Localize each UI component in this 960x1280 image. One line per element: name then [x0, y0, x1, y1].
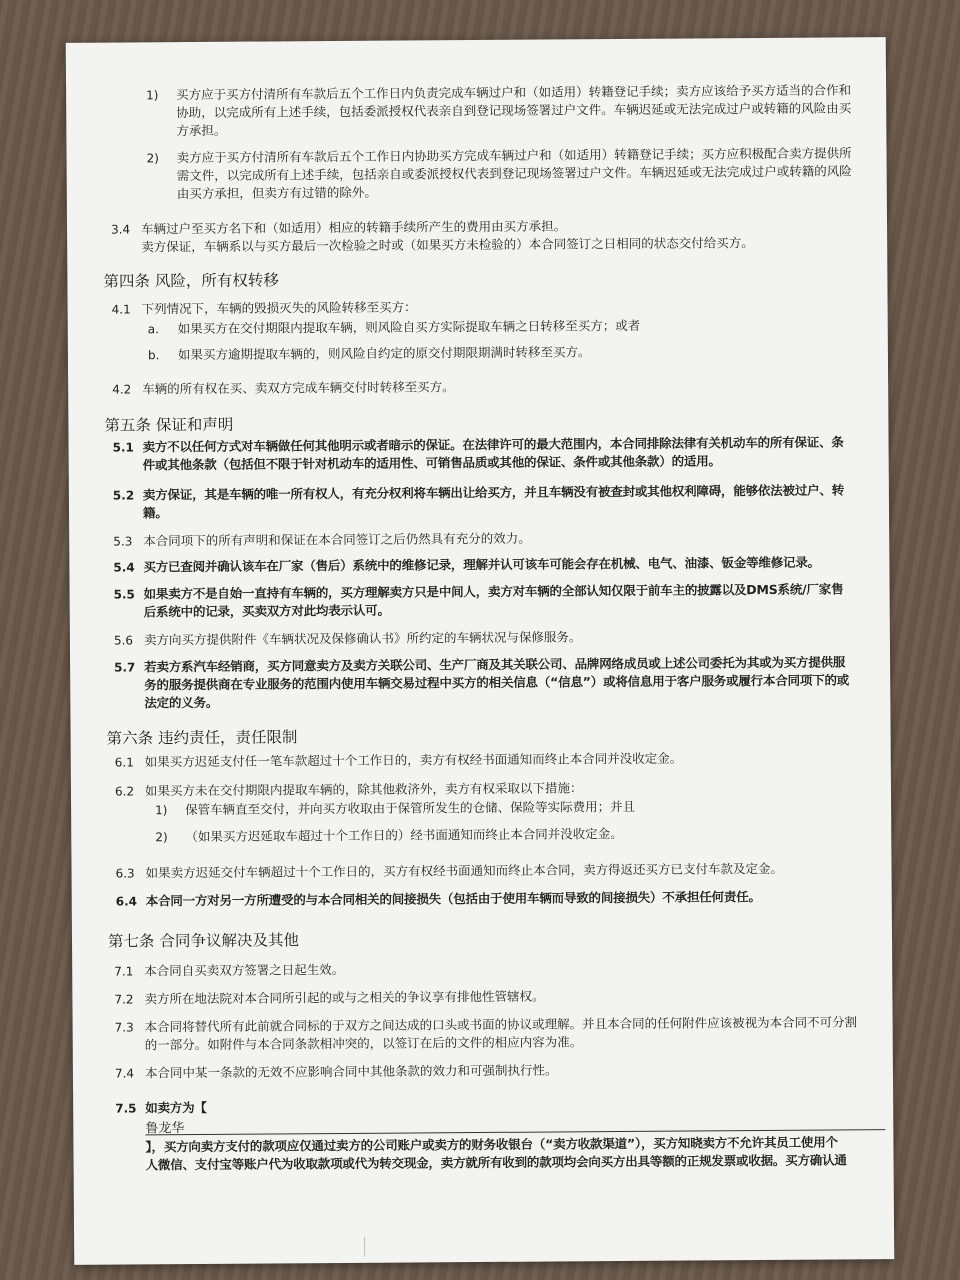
clause-text-line: 法定的义务。 [144, 694, 219, 711]
clause-number: 1) [155, 803, 168, 818]
clause-text-line: 本合同中某一条款的无效不应影响合同中其他条款的效力和可强制执行性。 [144, 1062, 558, 1081]
clause-text-line: 后系统中的记录，买卖双方对此均表示认可。 [143, 602, 390, 620]
clause-number: 7.1 [114, 964, 134, 979]
clause-number: 4.1 [111, 302, 131, 317]
clause-text-line: 籍。 [142, 505, 168, 521]
clause-number: 6.1 [114, 755, 134, 770]
section-heading: 第七条 合同争议解决及其他 [107, 931, 300, 951]
clause-number: 3.4 [110, 222, 131, 237]
clause-number: b. [147, 348, 160, 363]
clause-text-line: 本合同一方对另一方所遭受的与本合同相关的间接损失（包括由于使用车辆而导致的间接损失）不承担任何责任。 [145, 889, 761, 909]
clause-text-line: 如果买方在交付期限内提取车辆，则风险自买方实际提取车辆之日转移至买方；或者 [177, 317, 641, 337]
clause-text-line: 件或其他条款（包括但不限于针对机动车的适用性、可销售品质或其他的保证、条件或其他条款）的适用。 [142, 453, 721, 473]
seller-name-handwritten: 鲁龙华 [145, 1121, 185, 1137]
clause-text-line: 卖方所在地法院对本合同所引起的或与之相关的争议享有排他性管辖权。 [144, 988, 545, 1007]
clause-text-line: 买方应于买方付清所有车款后五个工作日内负责完成车辆过户和（如适用）转籍登记手续；卖方应该给予买方适当的合作和 [176, 82, 852, 103]
clause-number: 5.6 [113, 633, 134, 648]
clause-text-line: 】，买方向卖方支付的款项应仅通过卖方的公司账户或卖方的财务收银台（“卖方收款渠道”），买方知晓卖方不允许其员工使用个 [145, 1134, 838, 1155]
clause-text-line: 的一部分。如附件与本合同条款相冲突的，以签订在后的文件的相应内容为准。 [144, 1034, 583, 1053]
clause-text-line: 保管车辆直至交付，并向买方收取由于保管所发生的仓储、保险等实际费用；并且 [185, 798, 636, 818]
clause-number: 7.5 [115, 1101, 137, 1116]
contract-page [66, 37, 895, 1265]
clause-text-line: 如果买方迟延支付任一笔车款超过十个工作日的，卖方有权经书面通知而终止本合同并没收定金。 [144, 750, 683, 770]
section-heading: 第五条 保证和声明 [104, 415, 234, 435]
clause-text-line: 如果卖方不是自始一直持有车辆的，买方理解卖方只是中间人，卖方对车辆的全部认知仅限于前车主的披露以及DMS系统/厂家售 [143, 581, 844, 602]
clause-text-line: 卖方不以任何方式对车辆做任何其他明示或者暗示的保证。在法律许可的最大范围内，本合同排除法律有关机动车的所有保证、条 [142, 434, 844, 455]
clause-text-line: 需文件，以完成所有上述手续，包括亲自或委派授权代表到登记现场签署过户文件。车辆迟延或无法完成过户或转籍的风险 [176, 163, 852, 184]
clause-text-line: 如卖方为【 [145, 1099, 207, 1116]
clause-number: 6.4 [115, 894, 138, 909]
clause-text-line: 人微信、支付宝等账户代为收取款项或代为转交现金，卖方就所有收到的款项均会向买方出具等额的正规发票或收据。买方确认通 [145, 1152, 847, 1173]
clause-number: 2) [155, 830, 168, 845]
clause-number: 5.5 [113, 587, 135, 602]
clause-number: 5.4 [113, 560, 135, 575]
clause-text-line: 本合同将替代所有此前就合同标的于双方之间达成的口头或书面的协议或理解。并且本合同的任何附件应该被视为本合同不可分割 [144, 1014, 858, 1035]
clause-text-line: 车辆的所有权在买、卖双方完成车辆交付时转移至买方。 [142, 379, 455, 397]
clause-text-line: 若卖方系汽车经销商，买方同意卖方及卖方关联公司、生产厂商及其关联公司、品牌网络成员或上述公司委托为其或为买方提供服 [144, 654, 846, 675]
clause-text-line: 务的服务提供商在专业服务的范围内使用车辆交易过程中买方的相关信息（“信息”）或将信息用于客户服务或履行本合同项下的或 [144, 672, 850, 693]
clause-text-line: 协助，以完成所有上述手续，包括委派授权代表亲自到登记现场签署过户文件。车辆迟延或无法完成过户或转籍的风险由买 [176, 100, 852, 121]
clause-text-line: 卖方保证，车辆系以与买方最后一次检验之时或（如果买方未检验的）本合同签订之日相同的状态交付给买方。 [141, 235, 754, 255]
clause-number: 1) [146, 88, 159, 103]
clause-text-line: 如果买方未在交付期限内提取车辆的，除其他救济外，卖方有权采取以下措施： [144, 780, 583, 799]
clause-text-line: 由买方承担，但卖方有过错的除外。 [176, 184, 377, 202]
section-heading: 第四条 风险，所有权转移 [103, 271, 279, 291]
clause-number: 5.2 [112, 488, 135, 503]
clause-text-line: 买方已查阅并确认该车在厂家（售后）系统中的维修记录，理解并认可该车可能会存在机械、电气、油漆、钣金等维修记录。 [143, 554, 820, 575]
clause-text-line: 方承担。 [176, 122, 227, 139]
clause-number: 5.1 [112, 440, 134, 455]
clause-number: 7.2 [114, 992, 134, 1007]
clause-number: a. [147, 322, 159, 337]
clause-text-line: 如果买方逾期提取车辆的，则风险自约定的原交付期限期满时转移至买方。 [177, 344, 591, 363]
clause-text-line: 如果卖方迟延交付车辆超过十个工作日的，买方有权经书面通知而终止本合同，卖方得返还买方已支付车款及定金。 [145, 860, 784, 881]
clause-text-line: 本合同项下的所有声明和保证在本合同签订之后仍然具有充分的效力。 [143, 530, 531, 549]
clause-text-line: 本合同自买卖双方签署之日起生效。 [144, 961, 345, 979]
clause-number: 2) [146, 151, 159, 166]
clause-text-line: 下列情况下，车辆的毁损灭失的风险转移至买方： [141, 299, 417, 317]
section-heading: 第六条 违约责任，责任限制 [106, 728, 298, 748]
clause-text-line: 卖方保证，其是车辆的唯一所有权人，有充分权利将车辆出让给买方，并且车辆没有被查封或其他权利障碍，能够依法被过户、转 [142, 482, 845, 503]
clause-number: 5.7 [114, 660, 136, 675]
clause-text-line: 卖方应于买方付清所有车款后五个工作日内协助买方完成车辆过户和（如适用）转籍登记手续；买方应积极配合卖方提供所 [176, 145, 852, 166]
clause-number: 4.2 [112, 382, 132, 397]
clause-text-line: 车辆过户至买方名下和（如适用）相应的转籍手续所产生的费用由买方承担。 [140, 218, 567, 237]
clause-number: 6.3 [115, 866, 135, 881]
clause-number: 7.4 [114, 1066, 135, 1081]
clause-text-line: 卖方向买方提供附件《车辆状况及保修确认书》所约定的车辆状况与保修服务。 [143, 629, 582, 648]
clause-text-line: （如果买方迟延取车超过十个工作日的）经书面通知而终止本合同并没收定金。 [185, 826, 623, 845]
clause-number: 7.3 [114, 1020, 134, 1035]
clause-number: 5.3 [113, 534, 133, 549]
fold-mark [364, 1237, 365, 1257]
clause-number: 6.2 [114, 784, 135, 799]
